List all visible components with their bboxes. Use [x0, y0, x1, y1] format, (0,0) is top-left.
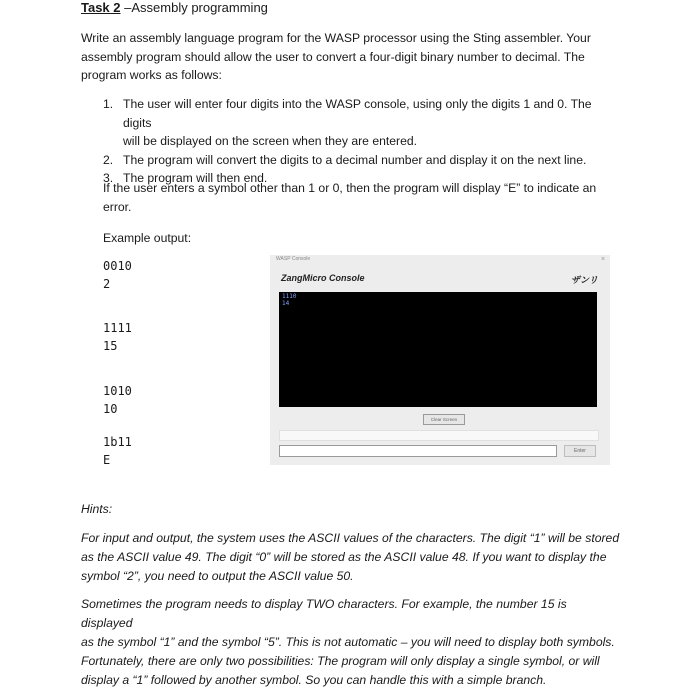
console-header-right: ザンリ: [571, 275, 598, 285]
task-heading: [81, 0, 268, 15]
intro-line: program works as follows:: [81, 68, 222, 82]
hint-line: symbol “2”, you need to output the ASCII value 50.: [81, 569, 354, 583]
example-block: [103, 383, 132, 418]
step-line: The user will enter four digits into the WASP console, using only the digits 1 and 0. The digits: [123, 97, 592, 130]
hint-line: as the ASCII value 49. The digit “0” will be stored as the ASCII value 48. If you want to display the: [81, 550, 607, 564]
console-input-field[interactable]: [279, 445, 557, 457]
example-block: [103, 258, 132, 293]
example-block: [103, 434, 132, 469]
console-screen-text: [282, 293, 296, 307]
task-title: –Assembly programming: [120, 0, 268, 15]
example-input: 1010: [103, 384, 132, 398]
console-screen: [279, 292, 597, 407]
example-output: 10: [103, 401, 118, 416]
example-output: E: [103, 452, 111, 467]
steps-list: [103, 95, 623, 188]
step-item: [103, 95, 623, 151]
intro-paragraph: [81, 29, 601, 85]
step-item: [103, 151, 623, 170]
example-output: 15: [103, 338, 118, 353]
example-input: 0010: [103, 259, 132, 273]
step-line: will be displayed on the screen when they are entered.: [123, 134, 418, 148]
step-line: The program will then end.: [123, 171, 268, 185]
step-number: 3.: [103, 171, 114, 185]
clear-screen-button[interactable]: Clear Screen: [423, 414, 465, 425]
console-output-field: [279, 430, 599, 441]
step-line: The program will convert the digits to a decimal number and display it on the next line.: [123, 152, 587, 167]
step-number: 2.: [103, 152, 114, 167]
example-label: Example output:: [103, 231, 192, 245]
console-screen-line: 14: [282, 300, 290, 307]
error-note: [103, 179, 623, 216]
step-number: 1.: [103, 97, 114, 111]
hint-line: Sometimes the program needs to display TWO characters. For example, the number 15 is displayed: [81, 597, 567, 630]
console-window-title: WASP Console: [276, 256, 311, 262]
task-label: Task 2: [81, 0, 121, 15]
example-output: 2: [103, 276, 111, 291]
hint-line: For input and output, the system uses the ASCII values of the characters. The digit “1” will be stored: [81, 531, 620, 545]
example-input: 1b11: [103, 435, 132, 449]
hint-line: Fortunately, there are only two possibilities: The program will only display a single symbol, or will: [81, 654, 600, 668]
hints-label: Hints:: [81, 502, 113, 516]
hint-line: as the symbol “1” and the symbol “5”. This is not automatic – you will need to display both symbols.: [81, 635, 615, 649]
console-screen-line: 1110: [282, 293, 297, 300]
hint-line: display a “1” followed by another symbol. So you can handle this with a simple branch.: [81, 673, 547, 687]
intro-line: Write an assembly language program for the WASP processor using the Sting assembler. Your: [81, 31, 591, 45]
example-block: [103, 320, 132, 355]
close-icon[interactable]: ×: [601, 256, 606, 263]
intro-line: assembly program should allow the user to convert a four-digit binary number to decimal. The: [81, 49, 585, 64]
console-header-left: ZangMicro Console: [281, 273, 365, 283]
hint-paragraph: [81, 529, 621, 586]
error-note-line: error.: [103, 199, 132, 214]
enter-button[interactable]: Enter: [564, 445, 596, 457]
error-note-line: If the user enters a symbol other than 1 or 0, then the program will display “E” to indicate an: [103, 181, 597, 195]
example-input: 1111: [103, 321, 132, 335]
